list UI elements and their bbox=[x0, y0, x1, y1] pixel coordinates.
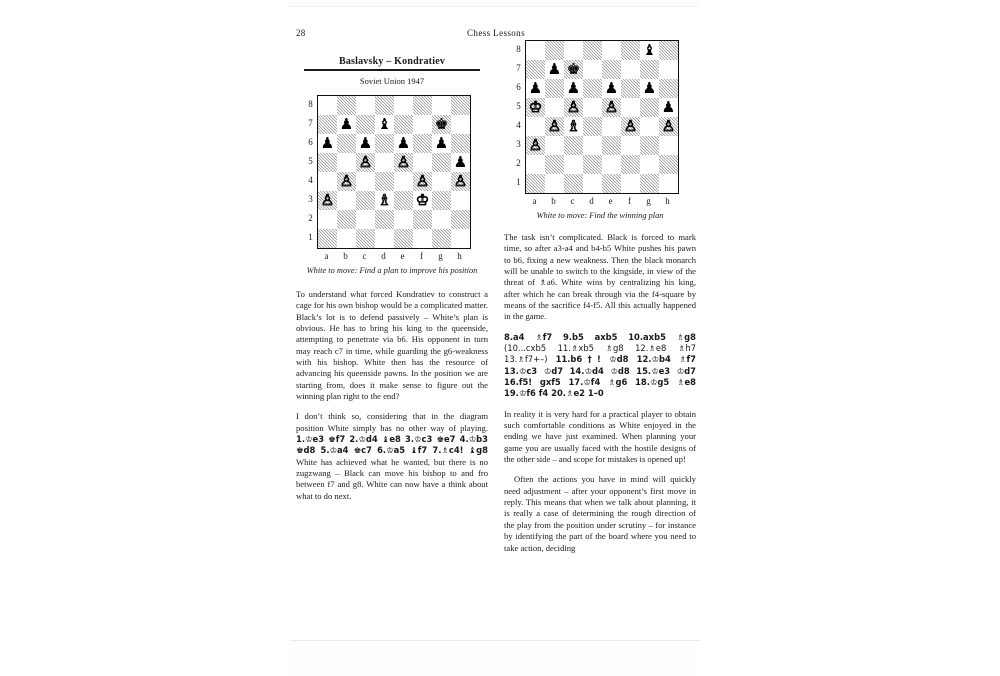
square-e6 bbox=[602, 79, 621, 98]
square-g2 bbox=[432, 210, 451, 229]
black-pawn: ♟ bbox=[396, 134, 411, 152]
square-f8 bbox=[621, 41, 640, 60]
white-pawn: ♙ bbox=[547, 117, 562, 135]
square-f4 bbox=[621, 117, 640, 136]
file-label: h bbox=[665, 196, 670, 206]
white-pawn: ♙ bbox=[320, 191, 335, 209]
white-pawn: ♙ bbox=[528, 136, 543, 154]
black-pawn: ♟ bbox=[566, 79, 581, 97]
game-variation: (10...cxb5 11.♗xb5 ♗g8 12.♗e8 ♗h7 13.♗f7+–) bbox=[504, 343, 696, 365]
square-e1 bbox=[602, 174, 621, 193]
black-pawn: ♟ bbox=[320, 134, 335, 152]
chessboard-2 bbox=[525, 40, 679, 194]
rank-label: 8 bbox=[516, 44, 521, 54]
left-move-sequence: 1.♔e3 ♚f7 2.♔d4 ♝e8 3.♔c3 ♚e7 4.♔b3 ♚d8 5.♔a4 ♚c7 6.♔a5 ♝f7 7.♗c4! ♝g8 bbox=[296, 434, 488, 456]
square-b4 bbox=[337, 172, 356, 191]
square-a8 bbox=[318, 96, 337, 115]
square-b1 bbox=[545, 174, 564, 193]
square-e2 bbox=[602, 155, 621, 174]
game-event: Soviet Union 1947 bbox=[359, 76, 425, 86]
square-g5 bbox=[640, 98, 659, 117]
square-d7 bbox=[583, 60, 602, 79]
white-king: ♔ bbox=[415, 191, 430, 209]
square-f6 bbox=[621, 79, 640, 98]
square-c3 bbox=[564, 136, 583, 155]
header-rule bbox=[304, 69, 480, 71]
square-h6 bbox=[451, 134, 470, 153]
square-f8 bbox=[413, 96, 432, 115]
square-a5 bbox=[526, 98, 545, 117]
square-a3 bbox=[526, 136, 545, 155]
square-f7 bbox=[621, 60, 640, 79]
square-e7 bbox=[602, 60, 621, 79]
square-h2 bbox=[659, 155, 678, 174]
square-f6 bbox=[413, 134, 432, 153]
square-d2 bbox=[375, 210, 394, 229]
square-b4 bbox=[545, 117, 564, 136]
square-c8 bbox=[564, 41, 583, 60]
square-e8 bbox=[394, 96, 413, 115]
square-g1 bbox=[432, 229, 451, 248]
square-g1 bbox=[640, 174, 659, 193]
square-c6 bbox=[356, 134, 375, 153]
square-f2 bbox=[621, 155, 640, 174]
square-a6 bbox=[526, 79, 545, 98]
square-a6 bbox=[318, 134, 337, 153]
black-pawn: ♟ bbox=[528, 79, 543, 97]
file-label: d bbox=[381, 251, 386, 261]
square-e7 bbox=[394, 115, 413, 134]
square-h3 bbox=[451, 191, 470, 210]
square-g8 bbox=[432, 96, 451, 115]
file-label: g bbox=[646, 196, 651, 206]
rank-label: 1 bbox=[308, 232, 313, 242]
square-d8 bbox=[583, 41, 602, 60]
white-pawn: ♙ bbox=[396, 153, 411, 171]
rank-label: 6 bbox=[308, 137, 313, 147]
square-d8 bbox=[375, 96, 394, 115]
white-pawn: ♙ bbox=[661, 117, 676, 135]
square-e1 bbox=[394, 229, 413, 248]
square-e4 bbox=[602, 117, 621, 136]
square-g5 bbox=[432, 153, 451, 172]
file-label: h bbox=[457, 251, 462, 261]
square-h3 bbox=[659, 136, 678, 155]
file-labels-1 bbox=[317, 251, 472, 261]
white-pawn: ♙ bbox=[566, 98, 581, 116]
black-king: ♚ bbox=[566, 60, 581, 78]
rank-label: 4 bbox=[308, 175, 313, 185]
square-e5 bbox=[394, 153, 413, 172]
square-f3 bbox=[621, 136, 640, 155]
square-a1 bbox=[318, 229, 337, 248]
black-bishop: ♝ bbox=[377, 115, 392, 133]
diagram-2-caption: White to move: Find the winning plan bbox=[536, 211, 664, 220]
game-header: Baslavsky – Kondratiev bbox=[338, 56, 446, 67]
rank-label: 8 bbox=[308, 99, 313, 109]
file-label: c bbox=[362, 251, 367, 261]
square-b3 bbox=[337, 191, 356, 210]
square-d6 bbox=[375, 134, 394, 153]
square-h5 bbox=[659, 98, 678, 117]
square-c7 bbox=[356, 115, 375, 134]
square-f2 bbox=[413, 210, 432, 229]
rank-label: 2 bbox=[516, 158, 521, 168]
square-a7 bbox=[526, 60, 545, 79]
square-h7 bbox=[659, 60, 678, 79]
square-e2 bbox=[394, 210, 413, 229]
square-c5 bbox=[564, 98, 583, 117]
rank-label: 3 bbox=[308, 194, 313, 204]
square-d5 bbox=[583, 98, 602, 117]
white-bishop: ♗ bbox=[377, 191, 392, 209]
square-g3 bbox=[432, 191, 451, 210]
square-f3 bbox=[413, 191, 432, 210]
rank-labels-1 bbox=[304, 95, 317, 247]
square-h6 bbox=[659, 79, 678, 98]
square-e8 bbox=[602, 41, 621, 60]
square-f4 bbox=[413, 172, 432, 191]
white-pawn: ♙ bbox=[415, 172, 430, 190]
square-h1 bbox=[659, 174, 678, 193]
file-label: b bbox=[343, 251, 348, 261]
square-c4 bbox=[564, 117, 583, 136]
square-h8 bbox=[451, 96, 470, 115]
square-c5 bbox=[356, 153, 375, 172]
page-number: 28 bbox=[296, 28, 306, 38]
page-content bbox=[296, 28, 696, 648]
white-pawn: ♙ bbox=[604, 98, 619, 116]
square-f5 bbox=[621, 98, 640, 117]
file-label: g bbox=[438, 251, 443, 261]
square-d1 bbox=[583, 174, 602, 193]
white-bishop: ♗ bbox=[566, 117, 581, 135]
file-label: f bbox=[628, 196, 631, 206]
left-paragraph-2 bbox=[296, 411, 488, 502]
file-label: a bbox=[324, 251, 329, 261]
square-c2 bbox=[356, 210, 375, 229]
rank-label: 3 bbox=[516, 139, 521, 149]
file-label: e bbox=[400, 251, 405, 261]
black-bishop: ♝ bbox=[642, 41, 657, 59]
square-b5 bbox=[337, 153, 356, 172]
diagram-1 bbox=[304, 95, 480, 277]
square-e3 bbox=[394, 191, 413, 210]
square-g6 bbox=[432, 134, 451, 153]
square-f5 bbox=[413, 153, 432, 172]
square-f1 bbox=[413, 229, 432, 248]
square-b2 bbox=[337, 210, 356, 229]
square-c6 bbox=[564, 79, 583, 98]
white-king: ♔ bbox=[528, 98, 543, 116]
square-a4 bbox=[318, 172, 337, 191]
rank-label: 5 bbox=[516, 101, 521, 111]
square-g7 bbox=[640, 60, 659, 79]
square-b1 bbox=[337, 229, 356, 248]
square-c7 bbox=[564, 60, 583, 79]
square-b5 bbox=[545, 98, 564, 117]
square-b8 bbox=[545, 41, 564, 60]
game-moves-1: 8.a4 ♗f7 9.b5 axb5 10.axb5 ♗g8 bbox=[504, 331, 696, 342]
square-d6 bbox=[583, 79, 602, 98]
square-h2 bbox=[451, 210, 470, 229]
square-b6 bbox=[545, 79, 564, 98]
right-paragraph-3: Often the actions you have in mind will quickly need adjustment – after your opponent’s first move in reply. This means that when we talk about planning, it is really a case of determining the rough direction of the play from the position under scrutiny – for instance by identifying the part of the board where you need to take action, deciding bbox=[504, 474, 696, 553]
square-b3 bbox=[545, 136, 564, 155]
square-b7 bbox=[545, 60, 564, 79]
square-h5 bbox=[451, 153, 470, 172]
square-d7 bbox=[375, 115, 394, 134]
square-e3 bbox=[602, 136, 621, 155]
square-c1 bbox=[564, 174, 583, 193]
right-paragraph-1: The task isn’t complicated. Black is forced to mark time, so after a3-a4 and b4-b5 White pushes his pawn to b6, fixing a new weakness. Then the black monarch will be unable to switch to the kingside, in view of the threat of ♗a6. White wins by centralizing his king, after which he can break through via the f4-square by means of the sacrifice f4-f5. All this actually happened in the game. bbox=[504, 231, 696, 322]
square-h4 bbox=[451, 172, 470, 191]
rank-label: 6 bbox=[516, 82, 521, 92]
file-labels-2 bbox=[525, 196, 680, 206]
black-pawn: ♟ bbox=[358, 134, 373, 152]
square-a5 bbox=[318, 153, 337, 172]
book-title: Chess Lessons bbox=[467, 28, 525, 38]
square-b2 bbox=[545, 155, 564, 174]
square-d3 bbox=[375, 191, 394, 210]
square-d2 bbox=[583, 155, 602, 174]
white-pawn: ♙ bbox=[358, 153, 373, 171]
square-a8 bbox=[526, 41, 545, 60]
square-c3 bbox=[356, 191, 375, 210]
square-h1 bbox=[451, 229, 470, 248]
square-a2 bbox=[318, 210, 337, 229]
file-label: e bbox=[608, 196, 613, 206]
square-d3 bbox=[583, 136, 602, 155]
square-g8 bbox=[640, 41, 659, 60]
square-c1 bbox=[356, 229, 375, 248]
rank-label: 2 bbox=[308, 213, 313, 223]
square-e4 bbox=[394, 172, 413, 191]
square-c4 bbox=[356, 172, 375, 191]
square-a7 bbox=[318, 115, 337, 134]
chessboard-1 bbox=[317, 95, 471, 249]
rank-label: 7 bbox=[516, 63, 521, 73]
square-a2 bbox=[526, 155, 545, 174]
square-h7 bbox=[451, 115, 470, 134]
file-label: f bbox=[420, 251, 423, 261]
left-p2-intro: I don’t think so, considering that in the diagram position White simply has no other way of playing. bbox=[296, 411, 488, 433]
black-pawn: ♟ bbox=[547, 60, 562, 78]
square-b8 bbox=[337, 96, 356, 115]
page-edge-top bbox=[290, 0, 700, 7]
black-pawn: ♟ bbox=[434, 134, 449, 152]
square-g3 bbox=[640, 136, 659, 155]
square-g6 bbox=[640, 79, 659, 98]
square-a4 bbox=[526, 117, 545, 136]
square-g2 bbox=[640, 155, 659, 174]
black-pawn: ♟ bbox=[642, 79, 657, 97]
square-g4 bbox=[432, 172, 451, 191]
left-column bbox=[296, 56, 488, 511]
square-e6 bbox=[394, 134, 413, 153]
black-pawn: ♟ bbox=[339, 115, 354, 133]
right-column bbox=[504, 40, 696, 563]
square-a3 bbox=[318, 191, 337, 210]
square-h4 bbox=[659, 117, 678, 136]
square-d1 bbox=[375, 229, 394, 248]
white-pawn: ♙ bbox=[623, 117, 638, 135]
left-p2-outro: White has achieved what he wanted, but there is no zugzwang – Black can move his bishop to and fro between f7 and g8. White can now have a think about what to do next. bbox=[296, 456, 488, 501]
square-b6 bbox=[337, 134, 356, 153]
right-paragraph-2: In reality it is very hard for a practical player to obtain such comfortable conditions as White enjoyed in the ending we have just examined. When planning your game you are usually faced with the hostile designs of the other side – and scope for mistakes is opened up! bbox=[504, 408, 696, 465]
diagram-2 bbox=[512, 40, 688, 222]
black-king: ♚ bbox=[434, 115, 449, 133]
diagram-1-caption: White to move: Find a plan to improve his position bbox=[306, 266, 478, 275]
rank-label: 7 bbox=[308, 118, 313, 128]
black-pawn: ♟ bbox=[453, 153, 468, 171]
right-game-moves bbox=[504, 332, 696, 400]
square-c2 bbox=[564, 155, 583, 174]
square-h8 bbox=[659, 41, 678, 60]
black-pawn: ♟ bbox=[661, 98, 676, 116]
square-a1 bbox=[526, 174, 545, 193]
white-pawn: ♙ bbox=[339, 172, 354, 190]
rank-label: 1 bbox=[516, 177, 521, 187]
left-paragraph-1: To understand what forced Kondratiev to construct a cage for his own bishop would be a complicated matter. Black’s lot is to defend passively – White’s plan is obvious. He has to bring his king to the queenside, attempting to penetrate via b6. His opponent in turn may reach c7 in time, while guarding the g6-weakness with his bishop. White then has the resource of advancing his queenside pawns. In the position we are starting from, does it make sense to figure out the winning plan right to the end? bbox=[296, 288, 488, 402]
square-c8 bbox=[356, 96, 375, 115]
square-d5 bbox=[375, 153, 394, 172]
square-b7 bbox=[337, 115, 356, 134]
game-moves-2: 11.b6†! ♔d8 12.♔b4 ♗f7 13.♔c3 ♔d7 14.♔d4 ♔d8 15.♔e3 ♔d7 16.f5! gxf5 17.♔f4 ♗g6 18.♔g5 ♗e8 19.♔f6 f4 20.♗e2 1–0 bbox=[504, 354, 697, 399]
square-f1 bbox=[621, 174, 640, 193]
file-label: c bbox=[570, 196, 575, 206]
rank-label: 5 bbox=[308, 156, 313, 166]
square-g4 bbox=[640, 117, 659, 136]
rank-labels-2 bbox=[512, 40, 525, 192]
file-label: d bbox=[589, 196, 594, 206]
black-pawn: ♟ bbox=[604, 79, 619, 97]
file-label: a bbox=[532, 196, 537, 206]
white-pawn: ♙ bbox=[453, 172, 468, 190]
file-label: b bbox=[551, 196, 556, 206]
square-e5 bbox=[602, 98, 621, 117]
square-d4 bbox=[375, 172, 394, 191]
square-g7 bbox=[432, 115, 451, 134]
rank-label: 4 bbox=[516, 120, 521, 130]
square-f7 bbox=[413, 115, 432, 134]
square-d4 bbox=[583, 117, 602, 136]
